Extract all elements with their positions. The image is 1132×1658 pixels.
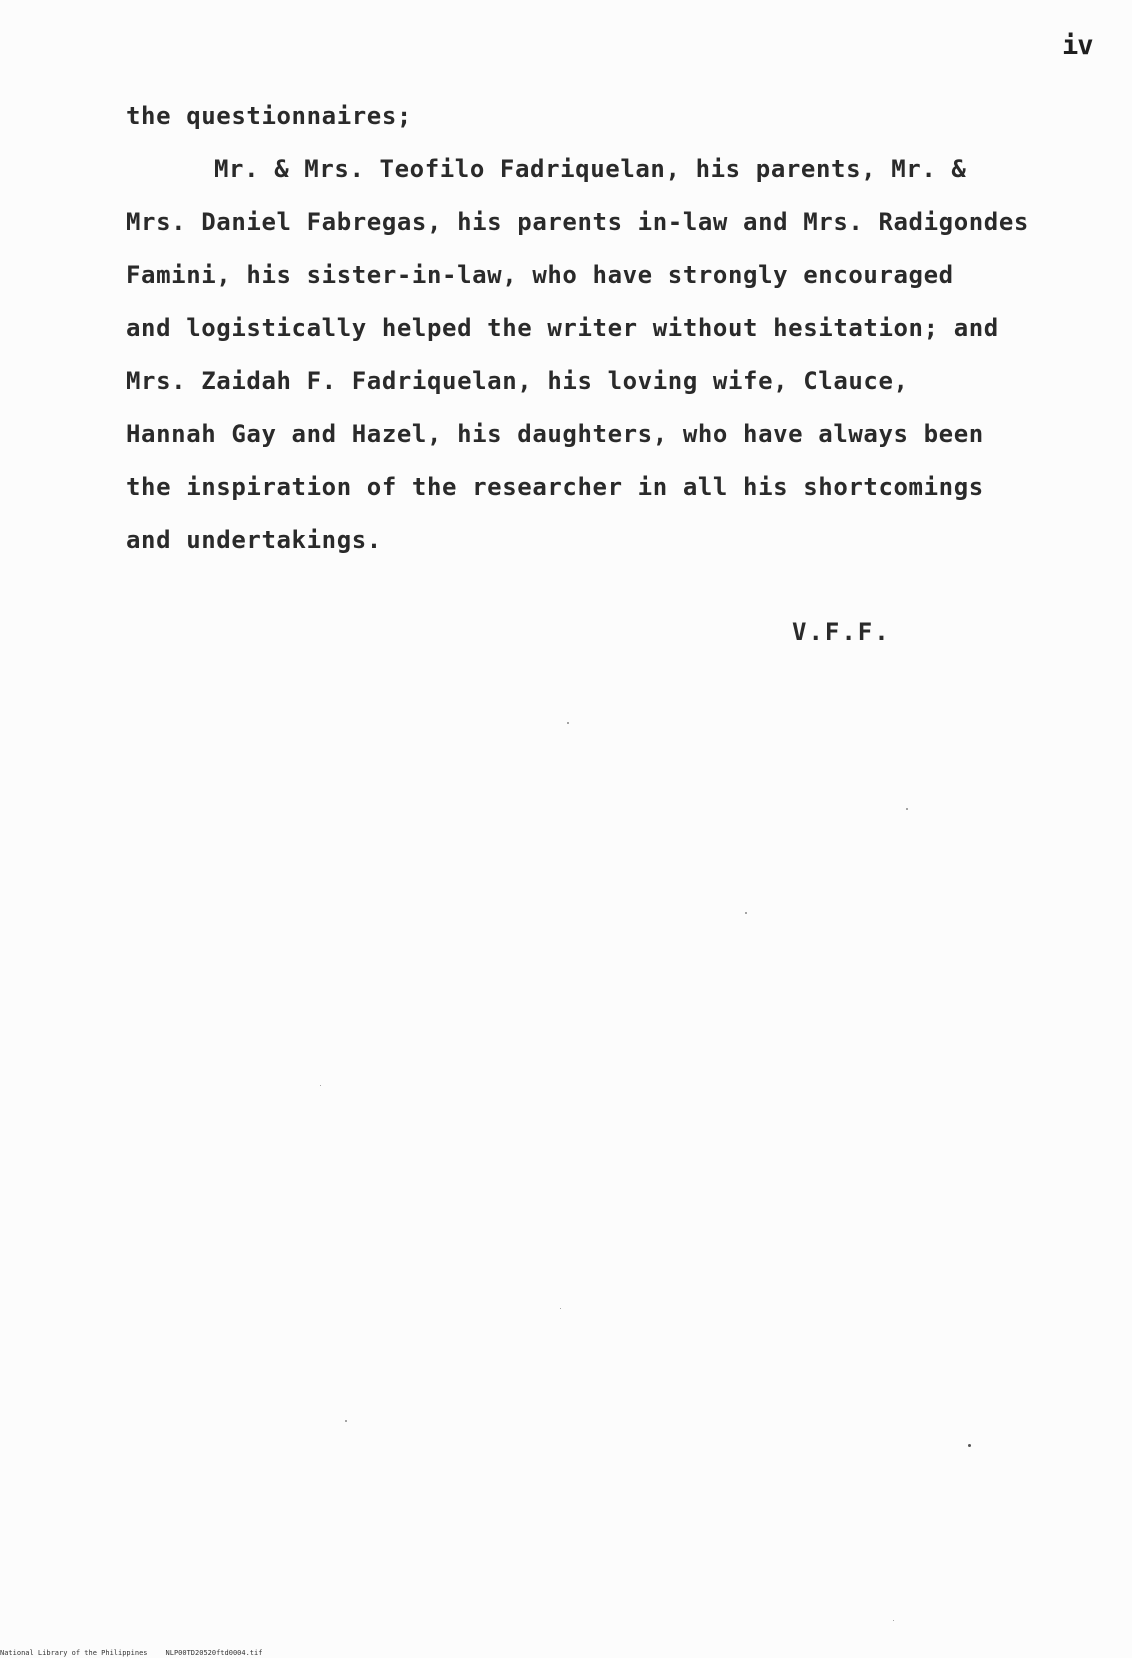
author-initials: V.F.F. bbox=[792, 618, 891, 646]
text-line: and logistically helped the writer without hesitation; and bbox=[126, 314, 999, 342]
page-number: iv bbox=[1062, 30, 1093, 61]
text-line: Mrs. Zaidah F. Fadriquelan, his loving wife, Clauce, bbox=[126, 367, 909, 395]
scan-speck bbox=[906, 808, 908, 810]
scan-footer bbox=[0, 1649, 262, 1657]
text-line: Hannah Gay and Hazel, his daughters, who have always been bbox=[126, 420, 984, 448]
scan-speck bbox=[968, 1444, 971, 1447]
text-line: the questionnaires; bbox=[126, 102, 412, 130]
scan-speck bbox=[345, 1420, 347, 1422]
scan-speck bbox=[893, 1620, 894, 1621]
scan-speck bbox=[745, 912, 747, 914]
scan-speck bbox=[320, 1085, 321, 1086]
text-line: Mr. & Mrs. Teofilo Fadriquelan, his parents, Mr. & bbox=[214, 155, 967, 183]
text-line: and undertakings. bbox=[126, 526, 382, 554]
text-line: Famini, his sister-in-law, who have strongly encouraged bbox=[126, 261, 954, 289]
scan-speck bbox=[560, 1308, 561, 1309]
footer-library: National Library of the Philippines bbox=[0, 1649, 148, 1657]
text-line: the inspiration of the researcher in all his shortcomings bbox=[126, 473, 984, 501]
scan-speck bbox=[567, 722, 569, 724]
text-line: Mrs. Daniel Fabregas, his parents in-law and Mrs. Radigondes bbox=[126, 208, 1029, 236]
footer-file-id: NLP00TD20520ftd0004.tif bbox=[165, 1649, 263, 1657]
